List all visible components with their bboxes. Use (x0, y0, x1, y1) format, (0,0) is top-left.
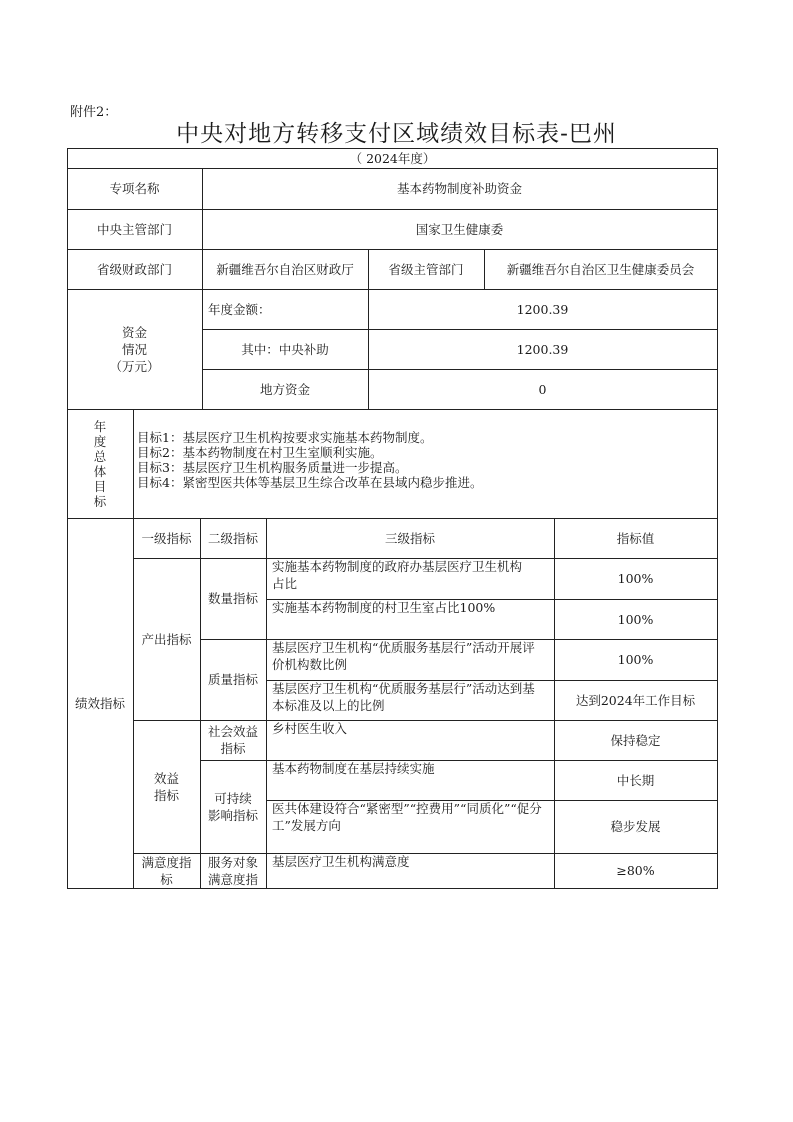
level3-text: 实施基本药物制度的村卫生室占比100% (272, 600, 496, 615)
header-level2: 二级指标 (207, 530, 258, 546)
central-dept-value: 国家卫生健康委 (415, 221, 504, 237)
goals-label-char: 总 (93, 448, 107, 464)
value-cell: 100% (617, 571, 654, 586)
level3-text: 医共体建设符合“紧密型”“控费用”“同质化”“促分 (272, 801, 542, 816)
level1-satisfaction-line1: 满意度指 (141, 854, 192, 870)
level1-satisfaction (133, 853, 200, 888)
prov-finance-value: 新疆维吾尔自治区财政厅 (216, 261, 354, 277)
value-cell: 保持稳定 (610, 732, 661, 748)
level3-row (266, 639, 554, 680)
level3-text: 基层医疗卫生机构“优质服务基层行”活动开展评 (272, 640, 535, 655)
funds-label-line3: （万元） (109, 358, 160, 374)
level3-row (266, 853, 554, 888)
local-funds-label: 地方资金 (259, 381, 310, 397)
value-cell: 100% (617, 652, 654, 667)
level1-benefit-line1: 效益 (153, 770, 179, 786)
level3-text: 基层医疗卫生机构满意度 (272, 854, 410, 869)
goals-label-char: 标 (93, 493, 107, 509)
level3-text: 基本药物制度在基层持续实施 (272, 761, 435, 776)
value-cell: 稳步发展 (610, 819, 661, 834)
level2-sustain-line1: 可持续 (214, 790, 252, 806)
annual-amount-label: 年度金额： (208, 301, 271, 317)
level3-row (266, 800, 554, 853)
central-dept-label: 中央主管部门 (96, 221, 172, 237)
year-label: （ 2024年度） (349, 150, 436, 166)
prov-dept-value: 新疆维吾尔自治区卫生健康委员会 (506, 261, 695, 277)
level3-row (266, 558, 554, 599)
level3-text: 工”发展方向 (272, 818, 341, 833)
level3-row (266, 680, 554, 720)
level2-service-line2: 满意度指 (207, 871, 258, 887)
goals-label-char: 度 (93, 433, 107, 449)
funds-label-line2: 情况 (121, 341, 147, 357)
header-value: 指标值 (616, 530, 655, 546)
performance-indicators-label: 绩效指标 (74, 695, 125, 711)
level1-benefit (133, 720, 200, 853)
level2-social (200, 720, 266, 760)
attachment-label: 附件2： (70, 105, 118, 120)
goals-label-char: 体 (93, 463, 107, 479)
level3-text: 基层医疗卫生机构“优质服务基层行”活动达到基 (272, 681, 535, 696)
level3-row (266, 720, 554, 760)
level2-social-line1: 社会效益 (207, 724, 258, 739)
level3-row (266, 760, 554, 800)
local-funds-value: 0 (538, 381, 547, 397)
goal-item: 目标3：基层医疗卫生机构服务质量进一步提高。 (137, 460, 408, 475)
project-name-label: 专项名称 (109, 181, 160, 196)
level1-satisfaction-line2: 标 (160, 871, 173, 887)
project-name-value: 基本药物制度补助资金 (396, 181, 522, 196)
header-level1: 一级指标 (141, 530, 192, 546)
level2-quality: 质量指标 (207, 672, 258, 687)
level2-service-line1: 服务对象 (207, 854, 258, 870)
goal-item: 目标1：基层医疗卫生机构按要求实施基本药物制度。 (137, 430, 433, 445)
level2-service (200, 853, 266, 888)
goal-item: 目标2：基本药物制度在村卫生室顺利实施。 (137, 445, 383, 460)
value-cell: 中长期 (616, 772, 655, 788)
level3-text: 价机构数比例 (272, 657, 348, 672)
central-subsidy-value: 1200.39 (516, 341, 569, 357)
level3-row (266, 599, 554, 639)
level3-text: 占比 (272, 576, 298, 591)
page-title: 中央对地方转移支付区域绩效目标表-巴州 (176, 121, 617, 147)
level3-text: 本标准及以上的比例 (272, 698, 385, 713)
funds-label (67, 289, 202, 409)
header-level3: 三级指标 (384, 530, 435, 546)
goals-label-char: 年 (93, 418, 107, 434)
value-cell: 达到2024年工作目标 (575, 692, 696, 708)
goal-item: 目标4：紧密型医共体等基层卫生综合改革在县域内稳步推进。 (137, 475, 483, 490)
annual-goals-text (137, 430, 712, 490)
level2-quantity: 数量指标 (207, 591, 258, 606)
central-subsidy-label: 其中：中央补助 (241, 341, 329, 357)
prov-dept-label: 省级主管部门 (388, 261, 464, 277)
level1-output: 产出指标 (141, 631, 192, 647)
level2-social-line2: 指标 (220, 741, 246, 756)
level2-sustain-line2: 影响指标 (207, 807, 258, 823)
level1-benefit-line2: 指标 (153, 787, 179, 803)
value-cell: ≥80% (616, 863, 655, 878)
level3-text: 实施基本药物制度的政府办基层医疗卫生机构 (272, 559, 523, 574)
goals-label-char: 目 (93, 478, 107, 494)
funds-label-line1: 资金 (121, 324, 147, 340)
level2-sustain (200, 760, 266, 853)
value-cell: 100% (617, 611, 654, 627)
annual-amount-value: 1200.39 (516, 301, 569, 317)
level3-text: 乡村医生收入 (272, 721, 348, 736)
annual-goals-label (67, 409, 133, 518)
prov-finance-label: 省级财政部门 (96, 261, 172, 277)
